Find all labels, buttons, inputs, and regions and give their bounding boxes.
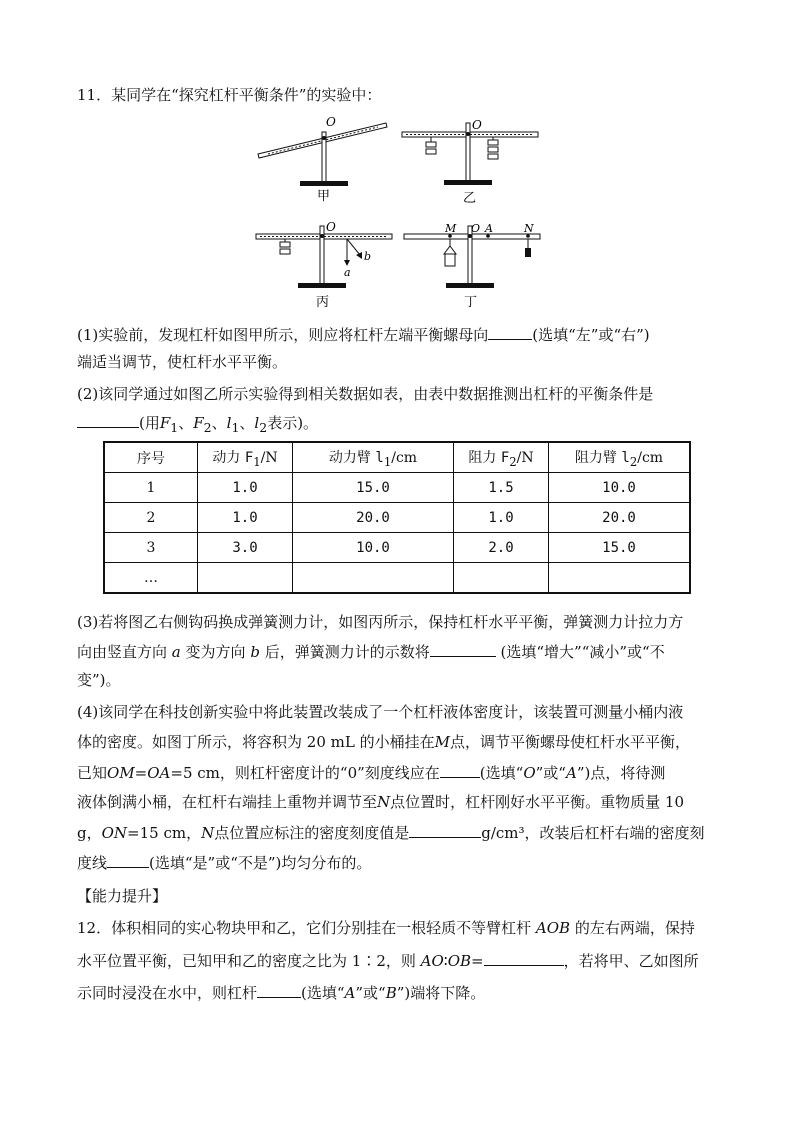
answer-blank-5[interactable] <box>409 822 481 838</box>
label-n: N <box>524 222 534 235</box>
data-table <box>103 441 691 594</box>
base-jia <box>300 181 348 186</box>
q11-stem: 11．某同学在“探究杠杆平衡条件”的实验中： <box>77 86 382 104</box>
table-header: 动力臂 $l_1/cm$ <box>293 442 454 473</box>
base-ding <box>446 283 494 288</box>
section-title: 【能力提升】 <box>77 887 168 905</box>
table-header: 动力 $F_1/N$ <box>198 442 293 473</box>
label-ding: 丁 <box>464 295 478 310</box>
table-row: 1 1.0 15.0 1.5 10.0 <box>104 473 690 503</box>
answer-blank-4[interactable] <box>440 762 480 778</box>
label-a-point: A <box>485 222 493 235</box>
pivot-jia <box>322 136 326 140</box>
figure-ding <box>400 222 546 312</box>
answer-blank-6[interactable] <box>107 852 149 868</box>
label-o-jia: O <box>326 115 336 129</box>
q11-part4-line5: g，ON=15 cm，N点位置应标注的密度刻度值是 g/cm³，改装后杠杆右端的密度刻 <box>77 824 705 842</box>
q12-line3: 示同时浸没在水中，则杠杆 (选填“A”或“B”)端将下降。 <box>77 984 486 1002</box>
weights-left-bing <box>280 239 290 254</box>
base-bing <box>298 283 346 288</box>
q11-part4-line1: (4)该同学在科技创新实验中将此装置改装成了一个杠杆液体密度计，该装置可测量小桶内液 <box>77 703 684 721</box>
answer-blank-7[interactable] <box>484 950 564 966</box>
table-header: 序号 <box>104 442 198 473</box>
q11-part4-line4: 液体倒满小桶，在杠杆右端挂上重物并调节至N点位置时，杠杆刚好水平平衡。重物质量 10 <box>77 793 684 811</box>
figure-jia <box>250 110 396 202</box>
q12-line2: 水平位置平衡，已知甲和乙的密度之比为 1∶2，则 AO∶OB= ，若将甲、乙如图所 <box>77 952 699 970</box>
figure-yi <box>398 118 544 206</box>
answer-blank-3[interactable] <box>430 641 496 657</box>
label-yi: 乙 <box>463 191 477 206</box>
q11-part4-line6: 度线 (选填“是”或“不是”)均匀分布的。 <box>77 854 372 872</box>
q11-part1-line2: 端适当调节，使杠杆水平平衡。 <box>77 353 288 371</box>
weights-right-yi <box>488 137 498 159</box>
force-arrows-bing <box>344 239 362 266</box>
table-header: 阻力 $F_2/N$ <box>454 442 549 473</box>
q11-part3-line2: 向由竖直方向 a 变为方向 b 后，弹簧测力计的示数将 (选填“增大”“减小”或“不 <box>77 643 665 661</box>
label-jia: 甲 <box>317 189 331 202</box>
q11-part2-line2: (用$F_1$、$F_2$、$l_1$、$l_2$表示)。 <box>77 412 717 438</box>
table-header-row <box>104 442 690 473</box>
q11-part4-line3: 已知OM=OA=5 cm，则杠杆密度计的“0”刻度线应在 (选填“O”或“A”)点，将待测 <box>77 764 666 782</box>
label-o-ding: O <box>471 222 481 235</box>
weight-ding <box>525 239 531 257</box>
q11-part3-line1: (3)若将图乙右侧钩码换成弹簧测力计，如图丙所示，保持杠杆水平平衡，弹簧测力计拉力方 <box>77 613 684 631</box>
label-bing: 丙 <box>316 295 330 310</box>
table-row: 2 1.0 20.0 1.0 20.0 <box>104 503 690 533</box>
figure-bing <box>252 222 398 312</box>
stand-yi <box>466 123 470 181</box>
table-header: 阻力臂 $l_2/cm$ <box>549 442 691 473</box>
table-row: 3 3.0 10.0 2.0 15.0 <box>104 533 690 563</box>
q11-part3-line3: 变”)。 <box>77 671 121 689</box>
answer-blank-8[interactable] <box>257 982 301 998</box>
label-o-yi: O <box>472 118 482 132</box>
answer-blank-1[interactable] <box>488 324 532 340</box>
q11-part1-line1: (1)实验前，发现杠杆如图甲所示，则应将杠杆左端平衡螺母向 (选填“左”或“右”) <box>77 326 650 344</box>
q11-part2-line1: (2)该同学通过如图乙所示实验得到相关数据如表，由表中数据推测出杠杆的平衡条件是 <box>77 385 654 403</box>
label-b: b <box>364 250 372 263</box>
table-row: … <box>104 563 690 594</box>
base-yi <box>444 180 492 185</box>
answer-blank-2[interactable] <box>77 412 139 428</box>
label-o-bing: O <box>326 222 336 234</box>
label-a: a <box>344 266 351 279</box>
q11-part4-line2: 体的密度。如图丁所示，将容积为 20 mL 的小桶挂在M点，调节平衡螺母使杠杆水平平衡， <box>77 733 690 751</box>
label-m: M <box>445 222 457 235</box>
q12-line1: 12．体积相同的实心物块甲和乙，它们分别挂在一根轻质不等臂杠杆 AOB 的左右两端，保持 <box>77 919 695 937</box>
weights-left-yi <box>426 137 436 154</box>
bucket-ding <box>444 239 456 266</box>
